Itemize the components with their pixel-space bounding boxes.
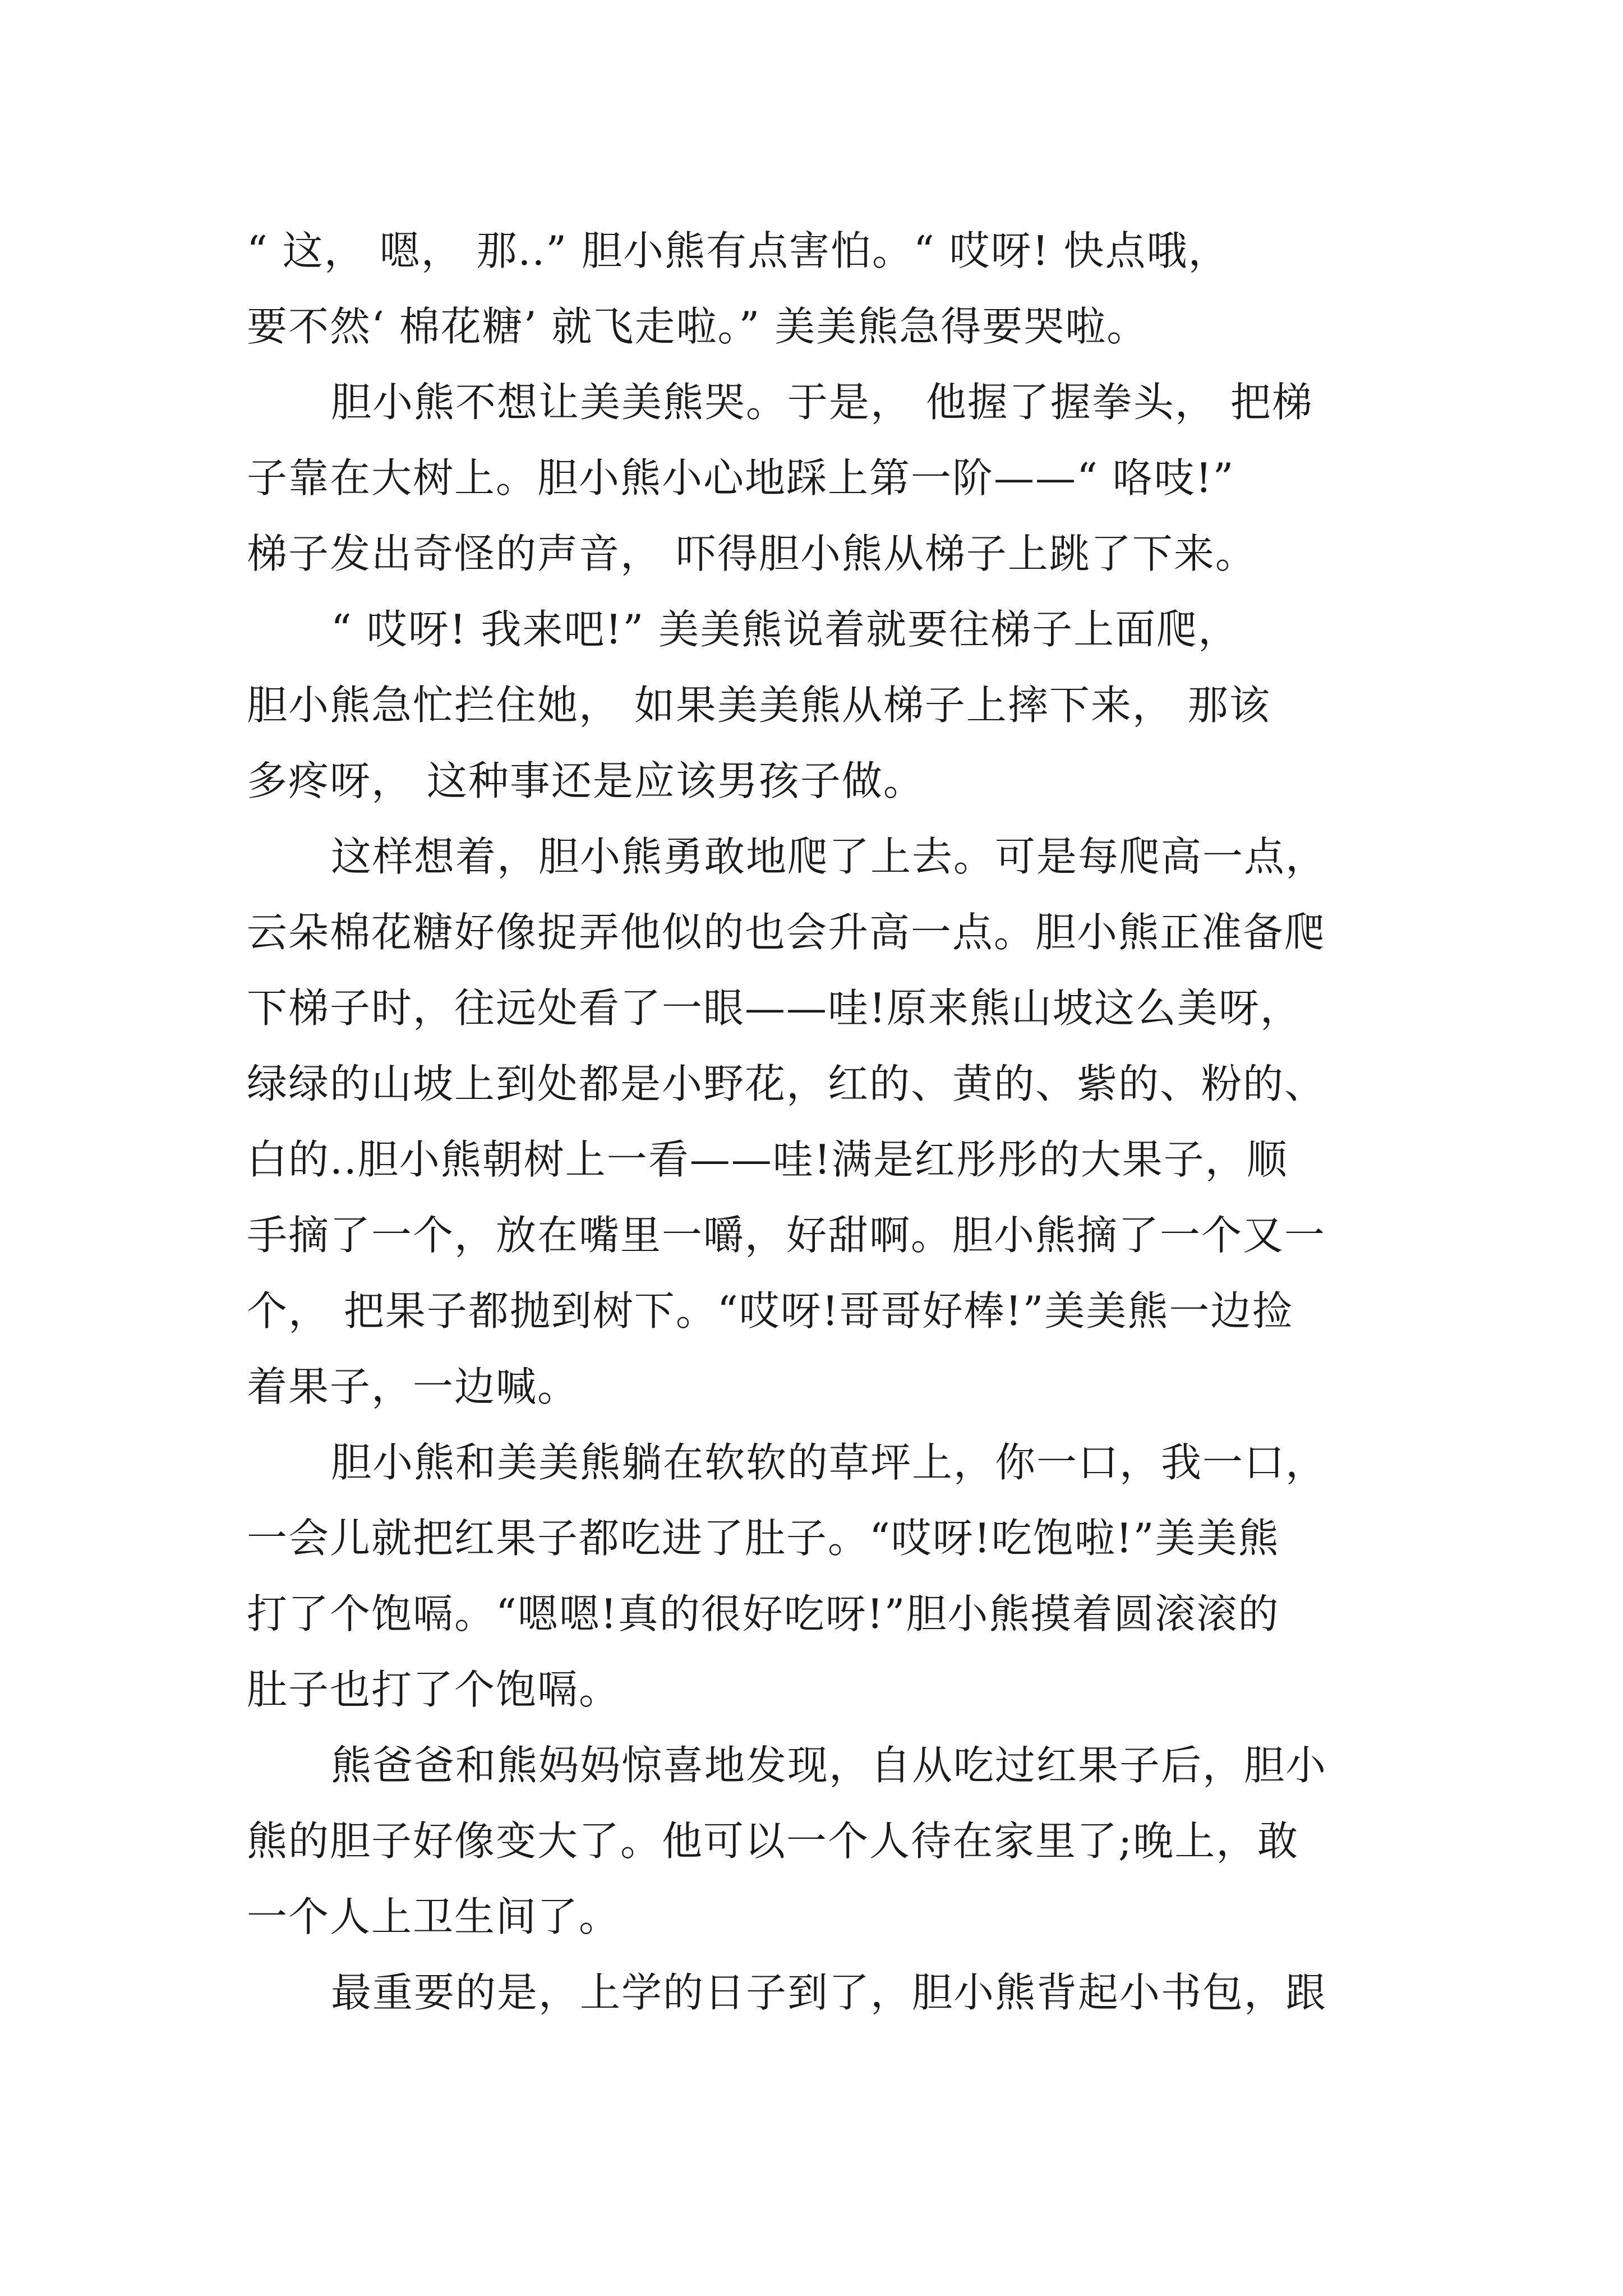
text-line: 子靠在大树上。胆小熊小心地踩上第一阶——“ 咯吱!”: [247, 454, 1235, 501]
text-line: 梯子发出奇怪的声音， 吓得胆小熊从梯子上跳了下来。: [247, 530, 1257, 577]
text-line: 胆小熊急忙拦住她， 如果美美熊从梯子上摔下来， 那该: [247, 682, 1271, 729]
text-line: “ 这， 嗯， 那..” 胆小熊有点害怕。“ 哎呀! 快点哦，: [247, 227, 1230, 274]
text-line: 最重要的是，上学的日子到了，胆小熊背起小书包，跟: [331, 1969, 1327, 2016]
text-line: 绿绿的山坡上到处都是小野花，红的、黄的、紫的、粉的、: [247, 1060, 1326, 1107]
text-line: 白的..胆小熊朝树上一看——哇!满是红彤彤的大果子，顺: [247, 1136, 1288, 1183]
text-line: 肚子也打了个饱嗝。: [247, 1666, 621, 1713]
text-line: 下梯子时，往远处看了一眼——哇!原来熊山坡这么美呀，: [247, 984, 1302, 1032]
text-line: “ 哎呀! 我来吧!” 美美熊说着就要往梯子上面爬，: [331, 606, 1240, 653]
document-page: [247, 213, 1402, 2031]
text-line: 熊爸爸和熊妈妈惊喜地发现，自从吃过红果子后，胆小: [331, 1742, 1327, 1789]
text-line: 一会儿就把红果子都吃进了肚子。“哎呀!吃饱啦!”美美熊: [247, 1515, 1280, 1562]
text-line: 这样想着，胆小熊勇敢地爬了上去。可是每爬高一点，: [331, 833, 1327, 880]
text-line: 一个人上卫生间了。: [247, 1893, 621, 1940]
text-line: 着果子，一边喊。: [247, 1363, 579, 1410]
text-line: 手摘了一个，放在嘴里一嚼，好甜啊。胆小熊摘了一个又一: [247, 1212, 1326, 1259]
text-line: 胆小熊不想让美美熊哭。于是， 他握了握拳头， 把梯: [331, 379, 1313, 426]
text-line: 胆小熊和美美熊躺在软软的草坪上，你一口，我一口，: [331, 1439, 1327, 1486]
text-line: 云朵棉花糖好像捉弄他似的也会升高一点。胆小熊正准备爬: [247, 909, 1326, 956]
text-line: 个， 把果子都抛到树下。“哎呀!哥哥好棒!”美美熊一边捡: [247, 1287, 1294, 1335]
text-line: 熊的胆子好像变大了。他可以一个人待在家里了;晚上，敢: [247, 1818, 1299, 1865]
text-line: 多疼呀， 这种事还是应该男孩子做。: [247, 757, 925, 804]
text-line: 打了个饱嗝。“嗯嗯!真的很好吃呀!”胆小熊摸着圆滚滚的: [247, 1590, 1280, 1637]
text-line: 要不然‘ 棉花糖’ 就飞走啦。” 美美熊急得要哭啦。: [247, 303, 1149, 350]
